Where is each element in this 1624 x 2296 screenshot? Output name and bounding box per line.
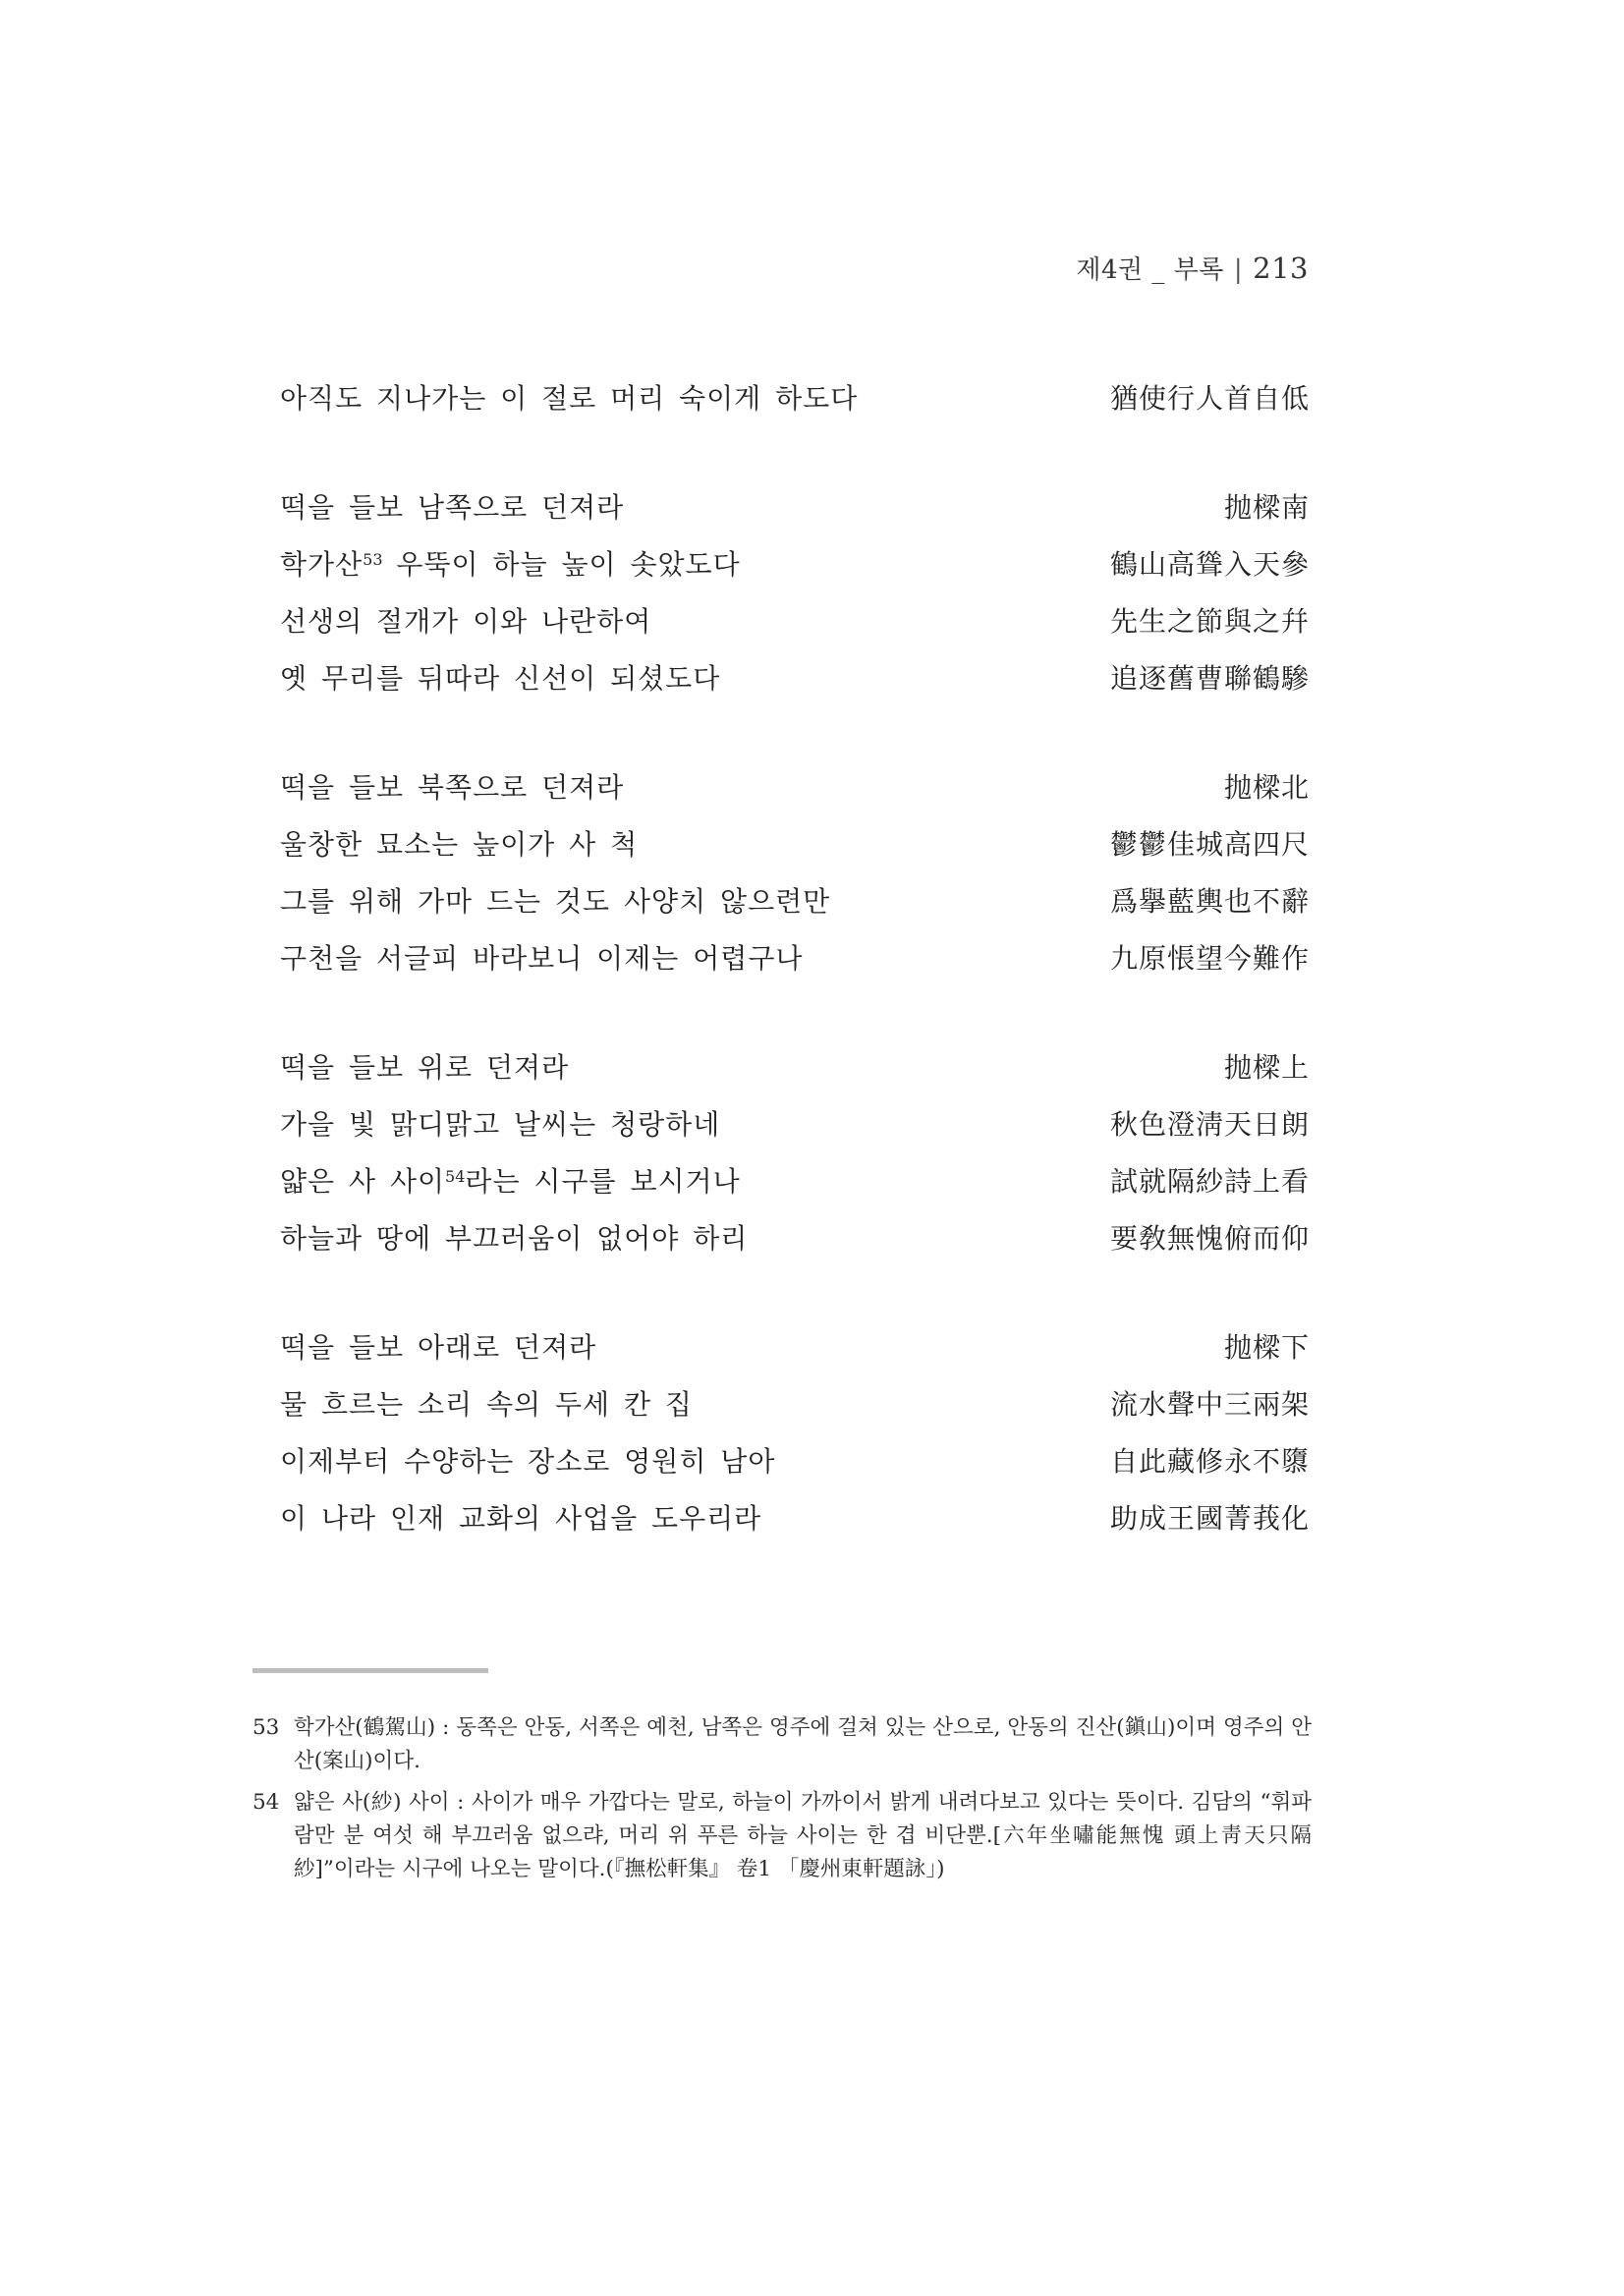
classical-chinese-original: 爲擧藍輿也不辭 <box>1109 885 1310 918</box>
korean-translation <box>280 1490 761 1547</box>
poem-line <box>280 536 1310 593</box>
korean-text-continued: 라는 시구를 보시거나 <box>465 1165 741 1198</box>
footnote-number: 53 <box>252 1715 280 1740</box>
classical-chinese-original: 先生之節與之幷 <box>1109 605 1310 638</box>
poem-line <box>280 873 1310 930</box>
korean-text: 떡을 들보 아래로 던져라 <box>280 1331 597 1364</box>
korean-translation <box>280 1210 748 1267</box>
classical-chinese-original: 試就隔紗詩上看 <box>1109 1165 1310 1198</box>
poem-line <box>280 1490 1310 1547</box>
korean-text: 하늘과 땅에 부끄러움이 없어야 하리 <box>280 1222 749 1255</box>
korean-text: 선생의 절개가 이와 나란하여 <box>280 605 652 638</box>
korean-translation <box>280 593 651 650</box>
poem-line <box>280 930 1310 987</box>
korean-translation <box>280 370 858 427</box>
korean-translation <box>280 1039 569 1096</box>
poem-line <box>280 1210 1310 1267</box>
classical-chinese-original: 抛樑下 <box>1223 1331 1310 1364</box>
korean-translation <box>280 650 720 707</box>
poem-line <box>280 1376 1310 1433</box>
korean-text: 아직도 지나가는 이 절로 머리 숙이게 하도다 <box>280 382 859 415</box>
korean-text: 이 나라 인재 교화의 사업을 도우리라 <box>280 1502 762 1535</box>
poem-line <box>280 1096 1310 1153</box>
korean-translation <box>280 1096 720 1153</box>
poem-line <box>280 1039 1310 1096</box>
korean-text: 이제부터 수양하는 장소로 영원히 남아 <box>280 1445 776 1478</box>
poem-line <box>280 650 1310 707</box>
poem-line <box>280 593 1310 650</box>
classical-chinese-original: 猶使行人首自低 <box>1109 382 1310 415</box>
korean-text: 울창한 묘소는 높이가 사 척 <box>280 828 639 861</box>
classical-chinese-original: 追逐舊曹聯鶴驂 <box>1109 662 1310 695</box>
classical-chinese-original: 抛樑上 <box>1223 1051 1310 1084</box>
footnote-number: 54 <box>252 1790 280 1815</box>
korean-translation <box>280 1153 741 1210</box>
poem-line <box>280 1319 1310 1376</box>
header-separator: | <box>1233 255 1244 285</box>
running-head <box>1076 250 1309 286</box>
classical-chinese-original: 自此藏修永不隳 <box>1109 1445 1310 1478</box>
korean-translation <box>280 1319 596 1376</box>
korean-text: 옛 무리를 뒤따라 신선이 되셨도다 <box>280 662 721 695</box>
poem <box>280 370 1310 1599</box>
korean-translation <box>280 479 624 536</box>
footnote-ref[interactable]: 54 <box>445 1167 466 1186</box>
footnote-text: 얇은 사(紗) 사이 : 사이가 매우 가깝다는 말로, 하늘이 가까이서 밝게 내려다보고 있다는 뜻이다. 김담의 “휘파람만 분 여섯 해 부끄러움 없으랴, 머리 위 푸른 하늘 사이는 한 겹 비단뿐.[六年坐嘯能無愧 頭上靑天只隔紗]”이라는 시구에 나오는 말이다.(『撫松軒集』 卷1 「慶州東軒題詠」) <box>294 1790 1312 1881</box>
classical-chinese-original: 抛樑南 <box>1223 491 1310 524</box>
korean-translation <box>280 536 741 593</box>
korean-translation <box>280 816 638 873</box>
poem-line <box>280 1433 1310 1490</box>
footnotes <box>252 1711 1312 1894</box>
footnote-ref[interactable]: 53 <box>363 550 383 569</box>
korean-text: 떡을 들보 남쪽으로 던져라 <box>280 491 625 524</box>
poem-stanza <box>280 370 1310 427</box>
classical-chinese-original: 抛樑北 <box>1223 771 1310 804</box>
poem-line <box>280 816 1310 873</box>
poem-line <box>280 759 1310 816</box>
classical-chinese-original: 秋色澄淸天日朗 <box>1109 1108 1310 1141</box>
korean-text: 학가산 <box>280 548 364 581</box>
korean-text: 떡을 들보 위로 던져라 <box>280 1051 570 1084</box>
korean-text: 떡을 들보 북쪽으로 던져라 <box>280 771 625 804</box>
page-number: 213 <box>1253 252 1309 285</box>
classical-chinese-original: 鬱鬱佳城高四尺 <box>1109 828 1310 861</box>
footnote-item <box>252 1786 1312 1886</box>
korean-text: 구천을 서글피 바라보니 이제는 어렵구나 <box>280 942 804 975</box>
classical-chinese-original: 要敎無愧俯而仰 <box>1109 1222 1310 1255</box>
poem-line <box>280 1153 1310 1210</box>
section-label: 제4권 _ 부록 <box>1076 255 1224 285</box>
korean-translation <box>280 759 624 816</box>
poem-stanza <box>280 479 1310 707</box>
korean-text-continued: 우뚝이 하늘 높이 솟았도다 <box>382 548 741 581</box>
poem-stanza <box>280 1319 1310 1547</box>
korean-text: 얇은 사 사이 <box>280 1165 446 1198</box>
korean-text: 가을 빛 맑디맑고 날씨는 청랑하네 <box>280 1108 721 1141</box>
classical-chinese-original: 流水聲中三兩架 <box>1109 1388 1310 1421</box>
korean-translation <box>280 1433 775 1490</box>
poem-stanza <box>280 1039 1310 1267</box>
classical-chinese-original: 鶴山高聳入天參 <box>1109 548 1310 581</box>
classical-chinese-original: 助成王國菁莪化 <box>1109 1502 1310 1535</box>
korean-translation <box>280 1376 693 1433</box>
korean-translation <box>280 873 830 930</box>
footnote-text: 학가산(鶴駕山) : 동쪽은 안동, 서쪽은 예천, 남쪽은 영주에 걸쳐 있는 산으로, 안동의 진산(鎭山)이며 영주의 안산(案山)이다. <box>294 1715 1312 1773</box>
footnote-item <box>252 1711 1312 1778</box>
poem-line <box>280 370 1310 427</box>
korean-text: 그를 위해 가마 드는 것도 사양치 않으련만 <box>280 885 831 918</box>
korean-text: 물 흐르는 소리 속의 두세 칸 집 <box>280 1388 693 1421</box>
poem-stanza <box>280 759 1310 987</box>
korean-translation <box>280 930 803 987</box>
poem-line <box>280 479 1310 536</box>
footnote-divider <box>252 1668 488 1673</box>
classical-chinese-original: 九原悵望今難作 <box>1109 942 1310 975</box>
